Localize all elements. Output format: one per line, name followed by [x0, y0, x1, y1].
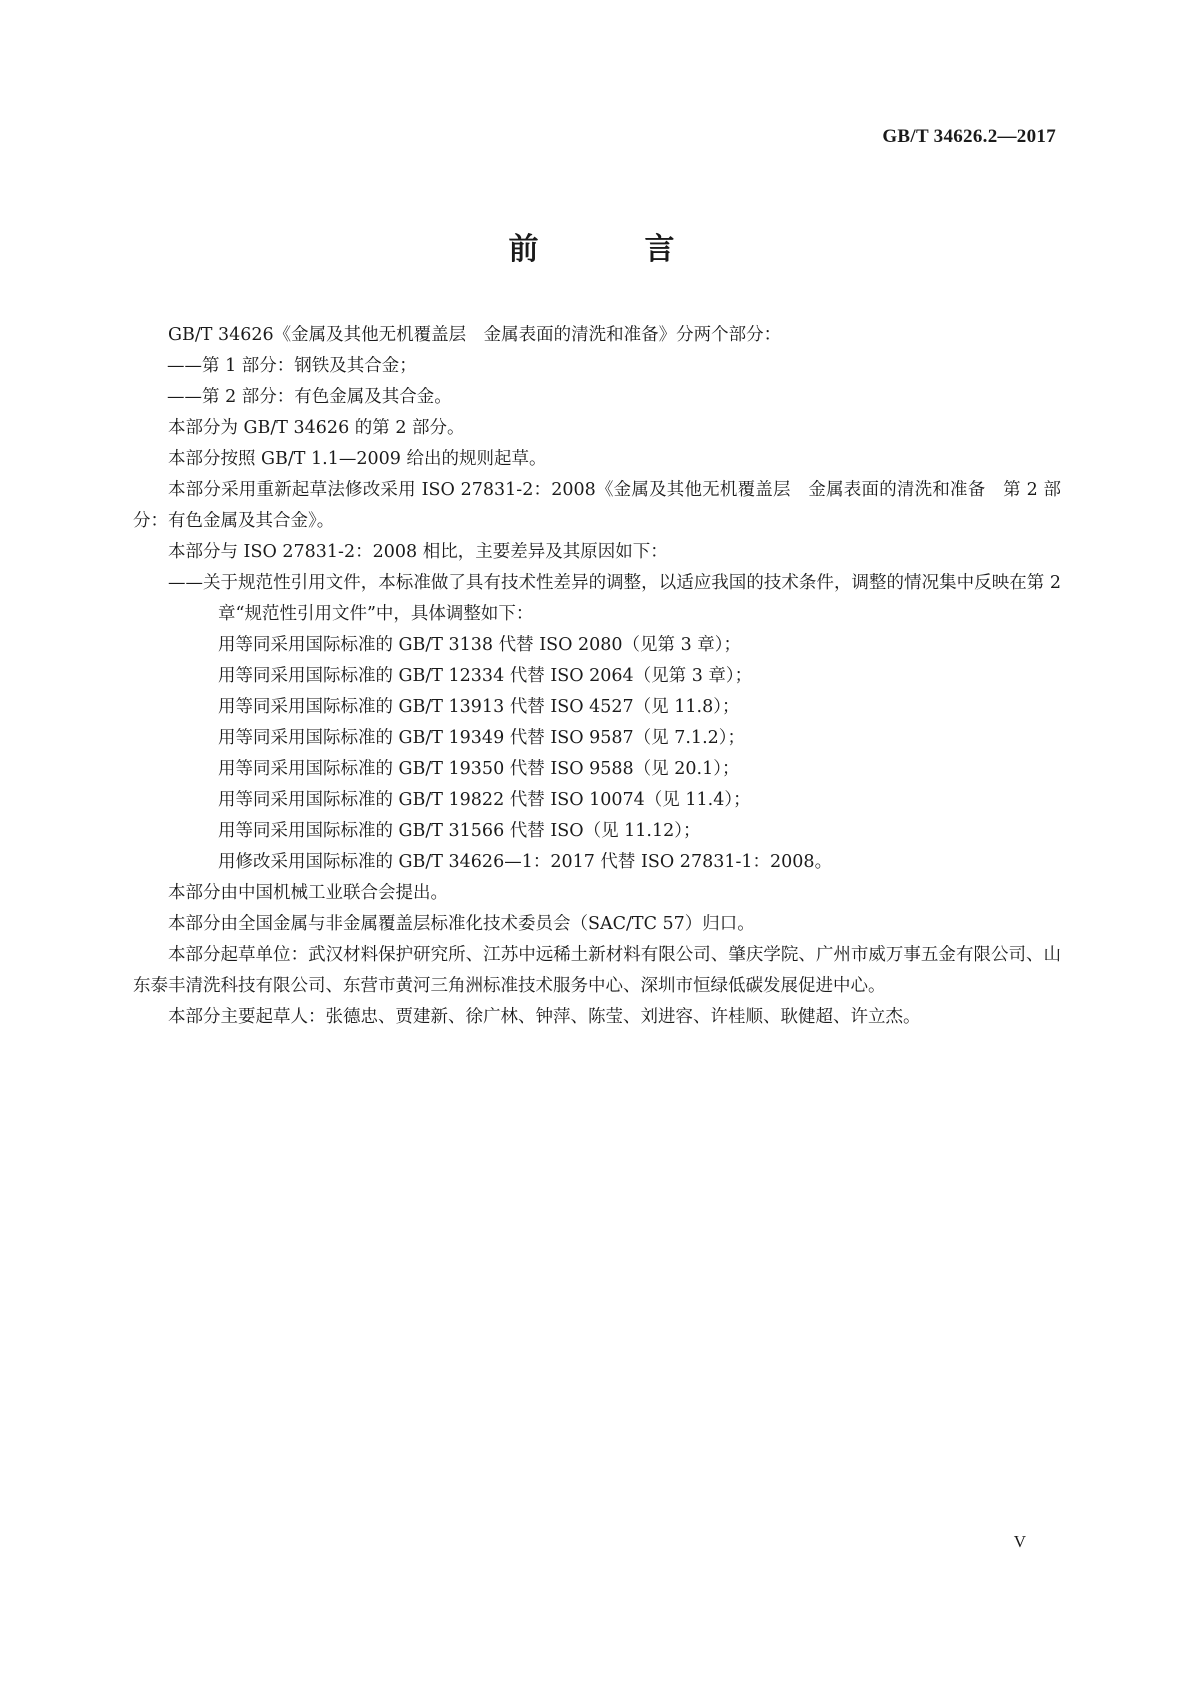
adjustment-item: 用等同采用国际标准的 GB/T 19822 代替 ISO 10074（见 11.4）；: [218, 790, 751, 810]
adjustment-item: 用等同采用国际标准的 GB/T 13913 代替 ISO 4527（见 11.8）；: [218, 697, 740, 717]
paragraph-part-statement: 本部分为 GB/T 34626 的第 2 部分。: [168, 418, 465, 438]
page-number: V: [1013, 1532, 1026, 1551]
paragraph-intro: GB/T 34626《金属及其他无机覆盖层 金属表面的清洗和准备》分两个部分：: [168, 325, 782, 345]
list-item-normative-references: ——关于规范性引用文件，本标准做了具有技术性差异的调整，以适应我国的技术条件，调整的情况集中反映在第 2 章“规范性引用文件”中，具体调整如下：: [168, 573, 1061, 624]
paragraph-committee: 本部分由全国金属与非金属覆盖层标准化技术委员会（SAC/TC 57）归口。: [168, 914, 755, 934]
adjustment-item: 用修改采用国际标准的 GB/T 34626—1：2017 代替 ISO 27831-1：2008。: [218, 852, 833, 872]
list-item-part-1: ——第 1 部分：钢铁及其合金；: [167, 356, 417, 376]
paragraph-drafters: 本部分主要起草人：张德忠、贾建新、徐广林、钟萍、陈莹、刘进容、许桂顺、耿健超、许立杰。: [168, 1007, 921, 1027]
page-title: 前 言: [508, 232, 713, 267]
paragraph-adoption: 本部分采用重新起草法修改采用 ISO 27831-2：2008《金属及其他无机覆盖层 金属表面的清洗和准备 第 2 部分：有色金属及其合金》。: [133, 480, 1061, 531]
list-item-part-2: ——第 2 部分：有色金属及其合金。: [167, 387, 452, 407]
adjustment-item: 用等同采用国际标准的 GB/T 31566 代替 ISO（见 11.12）；: [218, 821, 701, 841]
paragraph-drafting-units: 本部分起草单位：武汉材料保护研究所、江苏中远稀土新材料有限公司、肇庆学院、广州市威万事五金有限公司、山东泰丰清洗科技有限公司、东营市黄河三角洲标准技术服务中心、深圳市恒绿低碳发展促进中心。: [133, 945, 1061, 996]
paragraph-drafting-rules: 本部分按照 GB/T 1.1—2009 给出的规则起草。: [168, 449, 547, 469]
adjustment-item: 用等同采用国际标准的 GB/T 3138 代替 ISO 2080（见第 3 章）；: [218, 635, 742, 655]
paragraph-proposer: 本部分由中国机械工业联合会提出。: [168, 883, 448, 903]
adjustment-item: 用等同采用国际标准的 GB/T 19350 代替 ISO 9588（见 20.1）；: [218, 759, 740, 779]
paragraph-differences: 本部分与 ISO 27831-2：2008 相比，主要差异及其原因如下：: [168, 542, 668, 562]
standard-number: GB/T 34626.2—2017: [882, 126, 1056, 147]
adjustment-item: 用等同采用国际标准的 GB/T 12334 代替 ISO 2064（见第 3 章）；: [218, 666, 753, 686]
foreword-body: [133, 320, 1061, 1033]
adjustment-item: 用等同采用国际标准的 GB/T 19349 代替 ISO 9587（见 7.1.2）；: [218, 728, 746, 748]
